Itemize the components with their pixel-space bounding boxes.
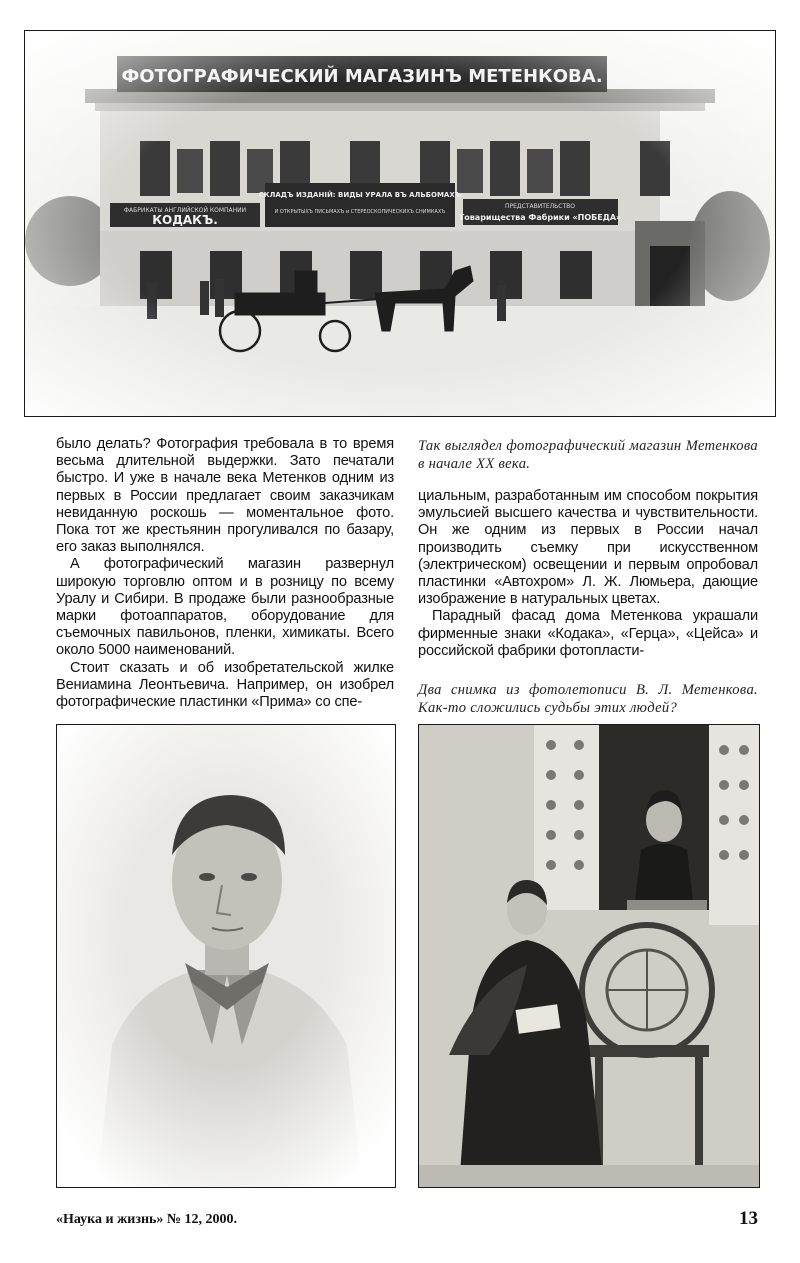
paragraph: циальным, разработанным им способом покрытия эмульсией высшего качества и чувствительности. Он же одним из первых в России начал производить съемку при искусственном (электрическом) освещении и первым опробовал пластинки «Автохром» Л. Ж. Люмьера, дающие изображение в натуральных цветах. [418,488,758,608]
right-column [418,488,758,660]
left-column [56,436,394,711]
paragraph: Стоит сказать и об изобретательской жилке Вениамина Леонтьевича. Например, он изобрел фотографические пластинки «Прима» со спе- [56,659,394,711]
caption-shop: Так выглядел фотографический магазин Метенкова в начале XX века. [418,438,758,472]
shop-photo [24,30,776,417]
paragraph: было делать? Фотография требовала в то время весьма длительной выдержки. Зато печатали быстро. И уже в начале века Метенков одним из первых в России предлагает своим заказчикам невиданную роскошь — моментальное фото. Пока тот же крестьянин прогуливался по базару, его заказ выполнялся. [56,436,394,556]
caption-portraits: Два снимка из фотолетописи В. Л. Метенкова. Как-то сложились судьбы этих людей? [418,682,758,716]
portrait-young-man [56,724,396,1188]
page-number: 13 [739,1208,758,1229]
portrait-two-women [418,724,760,1188]
paragraph: А фотографический магазин развернул широкую торговлю оптом и в розницу по всему Уралу и Сибири. В продаже были разнообразные марки фотоаппаратов, оборудование для съемочных павильонов, пленки, химикаты. Всего около 5000 наименований. [56,556,394,659]
journal-name: «Наука и жизнь» № 12, 2000. [56,1212,237,1227]
paragraph: Парадный фасад дома Метенкова украшали фирменные знаки «Кодака», «Герца», «Цейса» и российской фабрики фотопласти- [418,608,758,659]
